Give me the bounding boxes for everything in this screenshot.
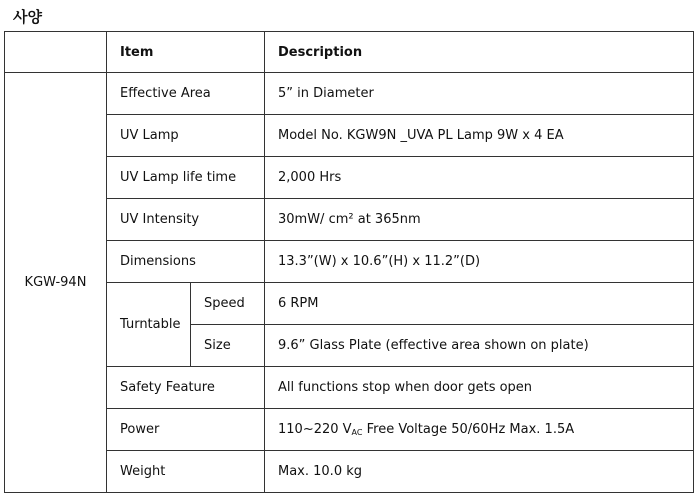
row-label: Power: [107, 409, 265, 451]
table-row: [5, 367, 694, 409]
row-label: UV Lamp life time: [107, 157, 265, 199]
spec-table: [4, 31, 694, 493]
header-empty-cell: [5, 32, 107, 73]
model-name: KGW-94N: [5, 73, 107, 493]
row-value: 13.3”(W) x 10.6”(H) x 11.2”(D): [265, 241, 694, 283]
row-label: Effective Area: [107, 73, 265, 115]
table-row: [5, 73, 694, 115]
row-label: Weight: [107, 451, 265, 493]
row-value: [265, 409, 694, 451]
power-value-subscript: AC: [351, 428, 363, 437]
row-value: 2,000 Hrs: [265, 157, 694, 199]
table-row: [5, 283, 694, 325]
power-value-rest: Free Voltage 50/60Hz Max. 1.5A: [362, 422, 575, 437]
table-header-row: [5, 32, 694, 73]
row-label: Safety Feature: [107, 367, 265, 409]
row-label: Turntable: [107, 283, 191, 367]
power-value-main: 110~220 V: [278, 422, 352, 437]
row-value: 30mW/ cm² at 365nm: [265, 199, 694, 241]
sub-row-label: Size: [191, 325, 265, 367]
row-value: Max. 10.0 kg: [265, 451, 694, 493]
row-value: 5” in Diameter: [265, 73, 694, 115]
table-row: [5, 115, 694, 157]
row-label: Dimensions: [107, 241, 265, 283]
sub-row-label: Speed: [191, 283, 265, 325]
table-row: [5, 451, 694, 493]
row-label: UV Intensity: [107, 199, 265, 241]
table-row: [5, 409, 694, 451]
row-value: 9.6” Glass Plate (effective area shown on plate): [265, 325, 694, 367]
row-label: UV Lamp: [107, 115, 265, 157]
table-row: [5, 199, 694, 241]
table-row: [5, 241, 694, 283]
row-value: Model No. KGW9N _UVA PL Lamp 9W x 4 EA: [265, 115, 694, 157]
section-title: 사양: [13, 8, 42, 26]
table-row: [5, 157, 694, 199]
row-value: All functions stop when door gets open: [265, 367, 694, 409]
header-item: Item: [107, 32, 265, 73]
header-description: Description: [265, 32, 694, 73]
row-value: 6 RPM: [265, 283, 694, 325]
